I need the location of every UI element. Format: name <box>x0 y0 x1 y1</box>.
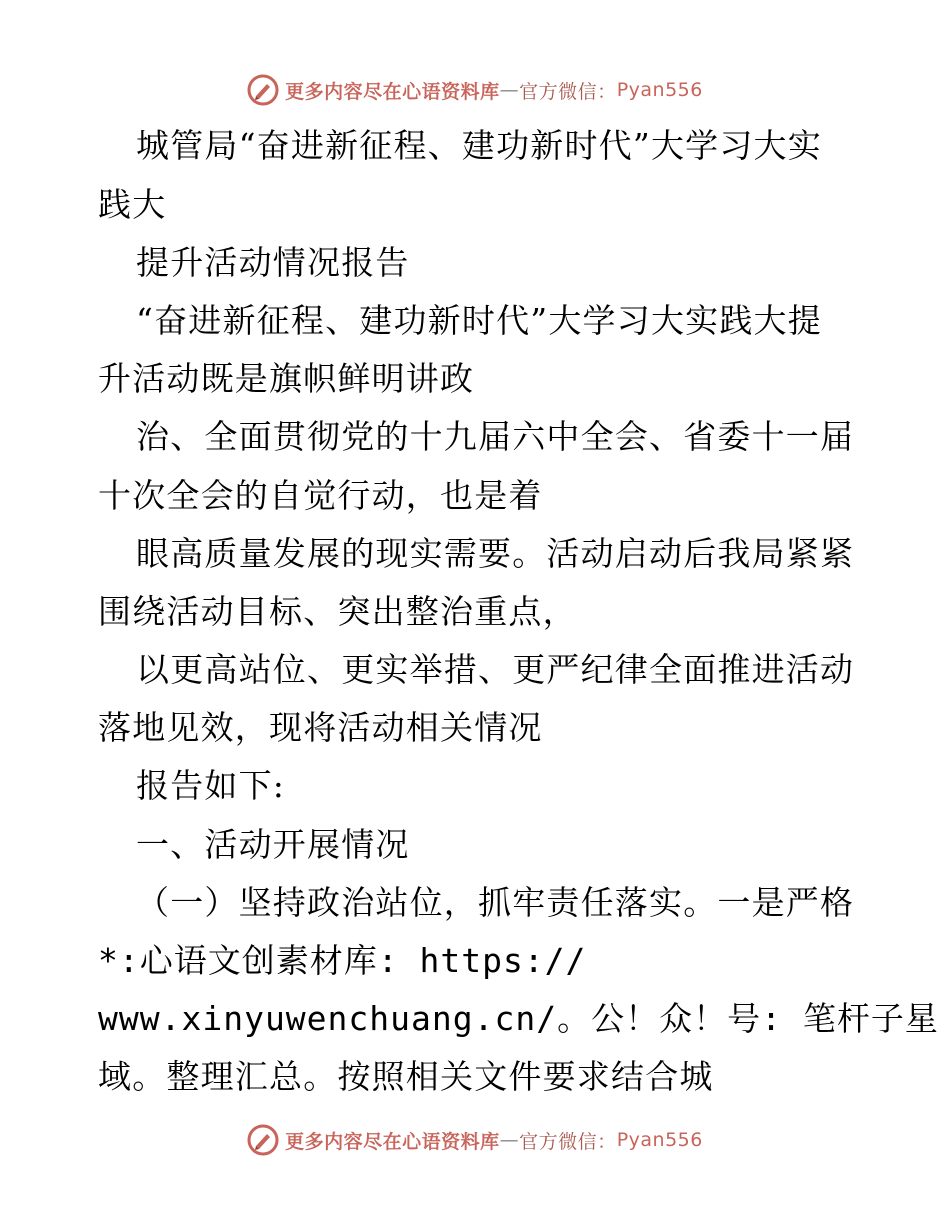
watermark-line: *:心语文创素材库: https:// <box>98 941 587 980</box>
paragraph-line: 治、全面贯彻党的十九届六中全会、省委十一届 <box>136 417 855 456</box>
paragraph-line: 以更高站位、更实举措、更严纪律全面推进活动 <box>136 650 855 689</box>
paragraph-line: 眼高质量发展的现实需要。活动启动后我局紧紧 <box>136 534 855 573</box>
paragraph-line: 围绕活动目标、突出整治重点， <box>98 592 577 631</box>
paragraph-line: （一）坚持政治站位，抓牢责任落实。一是严格 <box>136 883 855 922</box>
section-heading: 一、活动开展情况 <box>136 825 410 864</box>
paragraph-line: “奋进新征程、建功新时代”大学习大实践大提 <box>136 301 822 340</box>
banner-wechat-id: Pyan556 <box>616 79 703 101</box>
banner-separator: — <box>499 1129 520 1151</box>
title-line-1: 城管局“奋进新征程、建功新时代”大学习大实 <box>136 126 822 165</box>
title-line-3: 提升活动情况报告 <box>136 243 410 282</box>
watermark-line: www.xinyuwenchuang.cn/。公！众！号: 笔杆子星 <box>98 999 939 1038</box>
pen-logo-icon <box>247 74 279 106</box>
paragraph-line: 报告如下: <box>136 766 286 805</box>
footer-banner <box>0 1120 950 1160</box>
paragraph-line: 落地见效，现将活动相关情况 <box>98 708 543 747</box>
banner-wechat-label: 官方微信： <box>519 80 617 103</box>
banner-separator: — <box>499 79 520 101</box>
paragraph-line: 升活动既是旗帜鲜明讲政 <box>98 359 475 398</box>
paragraph-line: 十次全会的自觉行动，也是着 <box>98 476 543 515</box>
pen-logo-icon <box>247 1124 279 1156</box>
banner-wechat-label: 官方微信： <box>519 1130 617 1153</box>
banner-wechat-id: Pyan556 <box>616 1129 703 1151</box>
banner-brand: 更多内容尽在心语资料库 <box>285 1130 500 1153</box>
title-line-2: 践大 <box>98 185 167 224</box>
paragraph-line: 域。整理汇总。按照相关文件要求结合城 <box>98 1057 714 1096</box>
header-banner <box>0 70 950 110</box>
banner-brand: 更多内容尽在心语资料库 <box>285 80 500 103</box>
